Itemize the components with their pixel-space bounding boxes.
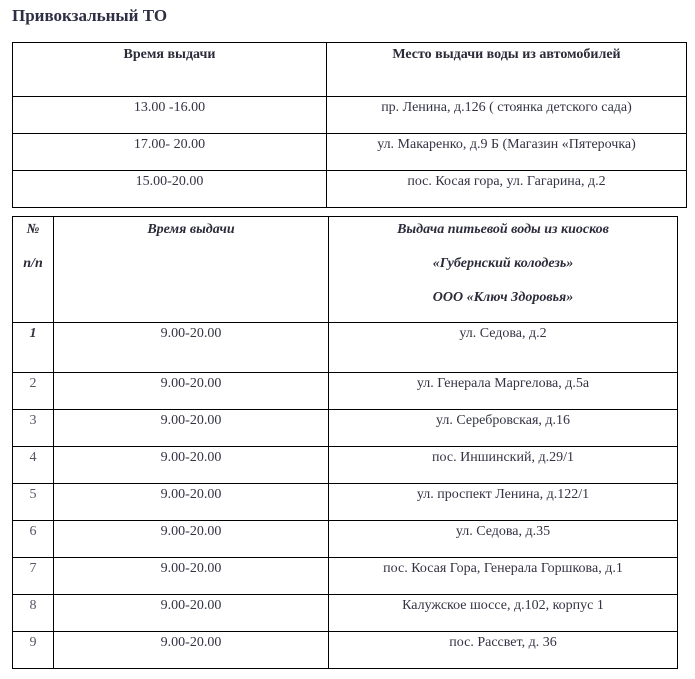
page-title: Привокзальный ТО xyxy=(12,6,168,25)
header-place-line1: Выдача питьевой воды из киосков xyxy=(397,222,609,237)
cell-place: ул. Генерала Маргелова, д.5а xyxy=(329,373,678,410)
table-row xyxy=(13,134,687,171)
table-header-row xyxy=(13,217,678,323)
header-number xyxy=(13,217,54,323)
cell-time: 13.00 -16.00 xyxy=(13,97,327,134)
cell-number: 2 xyxy=(13,373,54,410)
cell-time: 9.00-20.00 xyxy=(54,595,329,632)
cell-place: ул. Макаренко, д.9 Б (Магазин «Пятерочка) xyxy=(327,134,687,171)
header-time-label: Время выдачи xyxy=(147,222,235,237)
cell-place: пр. Ленина, д.126 ( стоянка детского сада) xyxy=(327,97,687,134)
cell-place: ул. Седова, д.35 xyxy=(329,521,678,558)
cell-time: 9.00-20.00 xyxy=(54,632,329,669)
table-row xyxy=(13,595,678,632)
table-row xyxy=(13,97,687,134)
cell-time: 15.00-20.00 xyxy=(13,171,327,208)
cell-place: ул. Седова, д.2 xyxy=(329,323,678,373)
table-row xyxy=(13,484,678,521)
cell-time: 9.00-20.00 xyxy=(54,484,329,521)
cell-number: 4 xyxy=(13,447,54,484)
cell-time: 17.00- 20.00 xyxy=(13,134,327,171)
header-place xyxy=(329,217,678,323)
table-row xyxy=(13,558,678,595)
header-time xyxy=(54,217,329,323)
cell-place: ул. проспект Ленина, д.122/1 xyxy=(329,484,678,521)
cell-time: 9.00-20.00 xyxy=(54,323,329,373)
vehicle-water-distribution-table xyxy=(12,42,687,208)
table-row xyxy=(13,171,687,208)
cell-time: 9.00-20.00 xyxy=(54,410,329,447)
kiosk-water-distribution-table xyxy=(12,216,678,669)
header-place: Место выдачи воды из автомобилей xyxy=(327,43,687,97)
cell-time: 9.00-20.00 xyxy=(54,373,329,410)
header-place-line3: ООО «Ключ Здоровья» xyxy=(432,290,574,305)
cell-number: 8 xyxy=(13,595,54,632)
cell-place: пос. Косая Гора, Генерала Горшкова, д.1 xyxy=(329,558,678,595)
cell-place: пос. Иншинский, д.29/1 xyxy=(329,447,678,484)
cell-number: 6 xyxy=(13,521,54,558)
cell-number: 5 xyxy=(13,484,54,521)
cell-number: 3 xyxy=(13,410,54,447)
table-row xyxy=(13,632,678,669)
table-row xyxy=(13,323,678,373)
cell-place: ул. Серебровская, д.16 xyxy=(329,410,678,447)
cell-place: Калужское шоссе, д.102, корпус 1 xyxy=(329,595,678,632)
table-row xyxy=(13,373,678,410)
table-header-row xyxy=(13,43,687,97)
cell-place: пос. Рассвет, д. 36 xyxy=(329,632,678,669)
cell-place: пос. Косая гора, ул. Гагарина, д.2 xyxy=(327,171,687,208)
table-row xyxy=(13,447,678,484)
cell-time: 9.00-20.00 xyxy=(54,521,329,558)
cell-number: 1 xyxy=(13,323,54,373)
header-number-line2: п/п xyxy=(23,256,43,271)
header-time: Время выдачи xyxy=(13,43,327,97)
header-place-line2: «Губернский колодезь» xyxy=(432,256,574,271)
cell-time: 9.00-20.00 xyxy=(54,447,329,484)
table-row xyxy=(13,410,678,447)
cell-time: 9.00-20.00 xyxy=(54,558,329,595)
header-number-line1: № xyxy=(26,222,40,237)
cell-number: 7 xyxy=(13,558,54,595)
table-row xyxy=(13,521,678,558)
cell-number: 9 xyxy=(13,632,54,669)
